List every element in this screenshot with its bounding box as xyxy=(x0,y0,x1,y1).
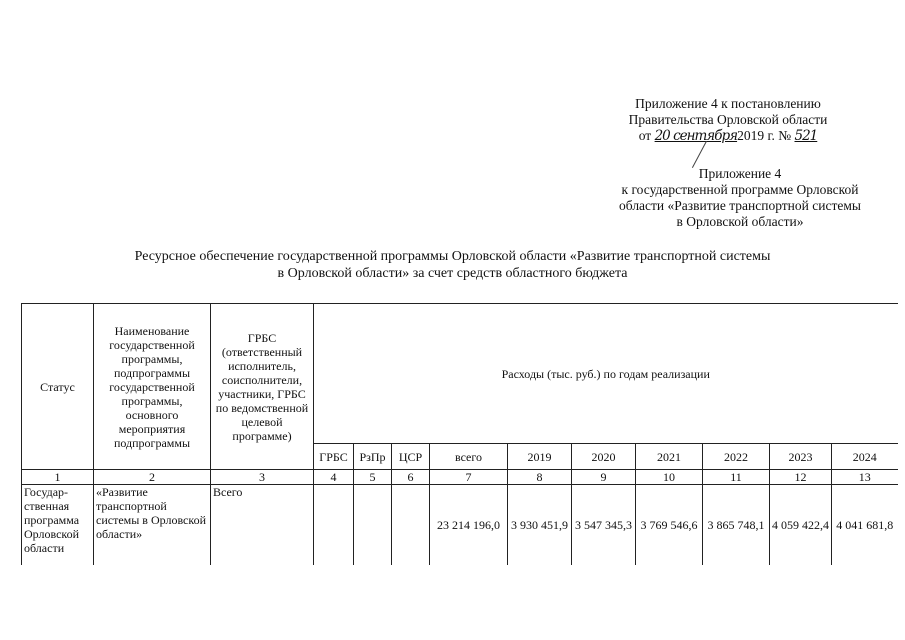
col-number: 4 xyxy=(314,470,354,485)
row-grbs-full: Всего xyxy=(211,485,314,565)
appendix-program-line4: в Орловской области» xyxy=(676,214,804,229)
row-value: 4 059 422,4 xyxy=(770,485,832,565)
resource-table xyxy=(21,303,898,565)
col-number: 11 xyxy=(703,470,770,485)
header-rzpr: РзПр xyxy=(354,444,392,470)
document-title-line1: Ресурсное обеспечение государственной программы Орловской области «Развитие транспортной системы xyxy=(134,249,771,264)
header-grbs: ГРБС xyxy=(314,444,354,470)
row-name: «Развитие транспортной системы в Орловской области» xyxy=(94,485,211,565)
col-number: 5 xyxy=(354,470,392,485)
appendix-program-line2: к государственной программе Орловской xyxy=(621,182,859,197)
date-signature: 20 сентября xyxy=(654,128,738,144)
row-value: 4 041 681,8 xyxy=(832,485,898,565)
header-grbs-full: ГРБС (ответственный исполнитель, соисполнители, участники, ГРБС по ведомственной целевой программе) xyxy=(211,304,314,470)
col-number: 8 xyxy=(508,470,572,485)
appendix-program-block xyxy=(590,166,890,230)
appendix-program-line3: области «Развитие транспортной системы xyxy=(619,198,861,213)
row-grbs xyxy=(314,485,354,565)
col-number: 13 xyxy=(832,470,898,485)
col-number: 10 xyxy=(636,470,703,485)
year-part: 2019 г. № xyxy=(737,128,792,143)
header-year: 2024 xyxy=(832,444,898,470)
row-csr xyxy=(392,485,430,565)
appendix-order-line2: Правительства Орловской области xyxy=(628,112,828,127)
row-total: 23 214 196,0 xyxy=(430,485,508,565)
header-total: всего xyxy=(430,444,508,470)
row-value: 3 865 748,1 xyxy=(703,485,770,565)
document-title-line2: в Орловской области» за счет средств областного бюджета xyxy=(277,266,628,281)
col-number: 12 xyxy=(770,470,832,485)
number-signature: 521 xyxy=(794,128,818,144)
row-status: Государ-ственная программа Орловской области xyxy=(22,485,94,565)
signature-stroke xyxy=(692,141,707,168)
appendix-order-block xyxy=(608,96,848,144)
header-year: 2021 xyxy=(636,444,703,470)
col-number: 3 xyxy=(211,470,314,485)
col-number: 9 xyxy=(572,470,636,485)
col-number: 6 xyxy=(392,470,430,485)
header-name: Наименование государственной программы, подпрограммы государственной программы, основного мероприятия подпрограммы xyxy=(94,304,211,470)
date-prefix: от xyxy=(638,128,652,143)
col-number: 2 xyxy=(94,470,211,485)
header-year: 2023 xyxy=(770,444,832,470)
col-number: 7 xyxy=(430,470,508,485)
appendix-order-line1: Приложение 4 к постановлению xyxy=(635,96,821,111)
appendix-order-line3 xyxy=(608,128,848,144)
row-value: 3 930 451,9 xyxy=(508,485,572,565)
appendix-program-line1: Приложение 4 xyxy=(698,166,782,181)
row-value: 3 547 345,3 xyxy=(572,485,636,565)
header-year: 2022 xyxy=(703,444,770,470)
header-year: 2019 xyxy=(508,444,572,470)
document-title xyxy=(40,248,865,282)
row-rzpr xyxy=(354,485,392,565)
header-expenses: Расходы (тыс. руб.) по годам реализации xyxy=(314,304,898,444)
header-csr: ЦСР xyxy=(392,444,430,470)
header-status: Статус xyxy=(22,304,94,470)
row-value: 3 769 546,6 xyxy=(636,485,703,565)
header-year: 2020 xyxy=(572,444,636,470)
col-number: 1 xyxy=(22,470,94,485)
